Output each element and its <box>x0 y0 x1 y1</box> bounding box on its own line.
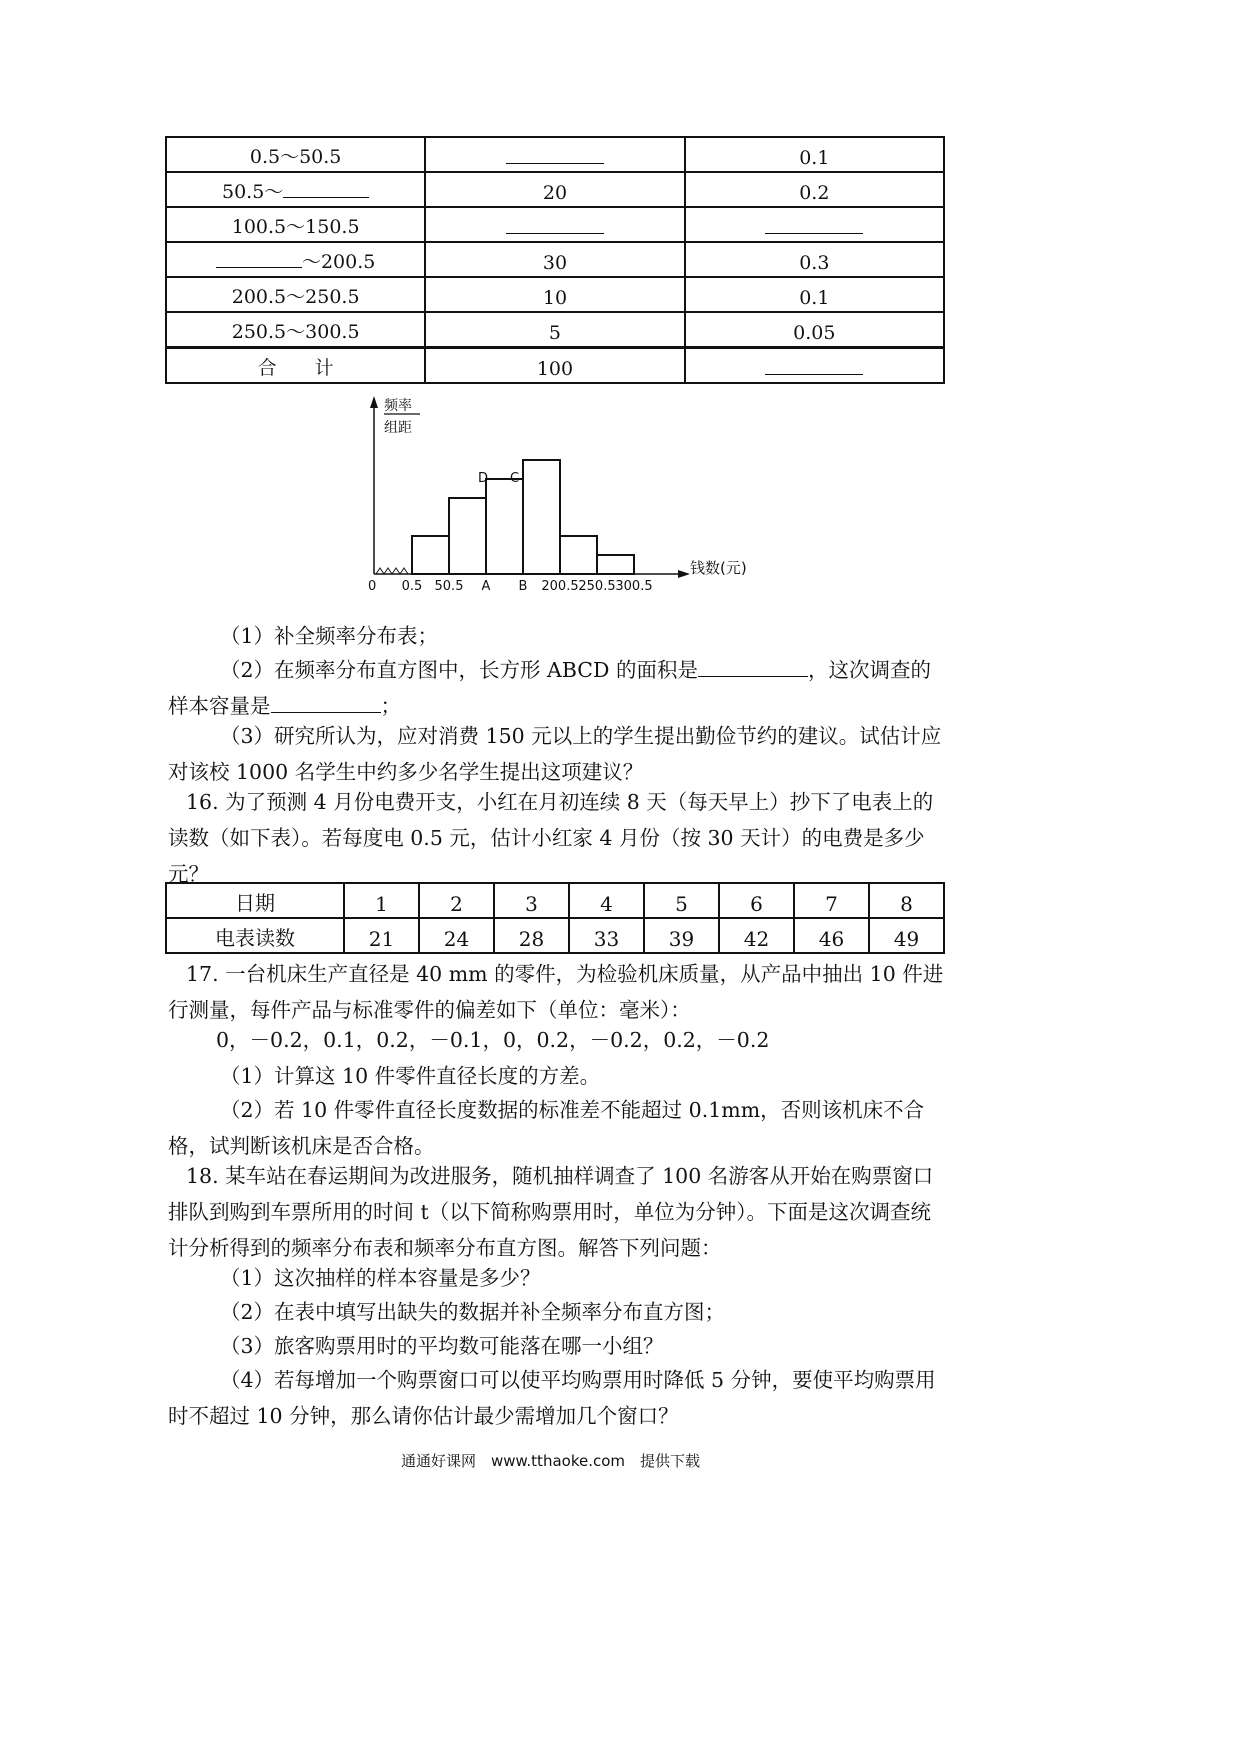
x-tick-label: 50.5 <box>434 579 464 594</box>
table-row <box>166 137 944 172</box>
answer-blank <box>283 181 369 198</box>
date-cell: 3 <box>494 883 569 918</box>
q18-part2: （2）在表中填写出缺失的数据并补全频率分布直方图； <box>220 1300 726 1324</box>
date-cell: 2 <box>419 883 494 918</box>
freq-cell: 0.1 <box>685 137 944 172</box>
q18-part1: （1）这次抽样的样本容量是多少？ <box>220 1266 541 1290</box>
q18-part4: （4）若每增加一个购票窗口可以使平均购票用时降低 5 分钟，要使平均购票用时不超过 10 分钟，那么请你估计最少需增加几个窗口？ <box>168 1368 936 1428</box>
y-axis-arrow-icon <box>370 396 378 408</box>
histogram-bar <box>486 479 523 574</box>
count-cell: 20 <box>425 172 684 207</box>
reading-cell: 28 <box>494 918 569 953</box>
range-cell: 100.5～150.5 <box>166 207 425 242</box>
histogram-bar <box>597 555 634 574</box>
q16-text: 16. 为了预测 4 月份电费开支，小红在月初连续 8 天（每天早上）抄下了电表上的读数（如下表）。若每度电 0.5 元，估计小红家 4 月份（按 30 天计）的电费是多少元？ <box>168 790 934 886</box>
x-tick-label: 200.5 <box>541 579 579 594</box>
answer-blank <box>506 147 604 164</box>
date-cell: 6 <box>719 883 794 918</box>
table-row <box>166 207 944 242</box>
x-tick-label: A <box>481 579 491 594</box>
date-cell: 8 <box>869 883 944 918</box>
x-tick-label: 0.5 <box>401 579 423 594</box>
histogram-bars <box>412 460 634 574</box>
reading-cell: 46 <box>794 918 869 953</box>
range-cell: 250.5～300.5 <box>166 312 425 348</box>
date-cell: 1 <box>344 883 419 918</box>
frequency-histogram <box>360 392 760 602</box>
meter-reading-table <box>165 882 945 954</box>
count-cell: 30 <box>425 242 684 277</box>
answer-blank <box>216 251 302 268</box>
freq-cell: 0.1 <box>685 277 944 312</box>
q15-part2-text-b: ，这次调查的样本容量是 <box>168 658 931 718</box>
row-label-date: 日期 <box>166 883 344 918</box>
origin-label: 0 <box>368 579 377 594</box>
reading-cell: 33 <box>569 918 644 953</box>
count-cell <box>425 207 684 242</box>
total-label: 合 计 <box>166 348 425 384</box>
point-label-c: C <box>510 471 520 486</box>
x-tick-label: 250.5 <box>578 579 616 594</box>
reading-cell: 21 <box>344 918 419 953</box>
freq-cell: 0.05 <box>685 312 944 348</box>
reading-cell: 49 <box>869 918 944 953</box>
q17-text: 17. 一台机床生产直径是 40 mm 的零件，为检验机床质量，从产品中抽出 10 件进行测量，每件产品与标准零件的偏差如下（单位：毫米）： <box>168 962 944 1022</box>
frequency-table <box>165 136 945 384</box>
range-cell <box>166 172 425 207</box>
row-label-reading: 电表读数 <box>166 918 344 953</box>
q15-part2-text-c: ； <box>380 694 401 718</box>
x-axis-label: 钱数(元) <box>690 559 747 577</box>
reading-cell: 42 <box>719 918 794 953</box>
axis-break-zigzag <box>376 568 412 574</box>
reading-cell: 39 <box>644 918 719 953</box>
freq-cell <box>685 207 944 242</box>
reading-cell: 24 <box>419 918 494 953</box>
footer-text: 通通好课网 www.tthaoke.com 提供下载 <box>400 1452 701 1470</box>
answer-blank <box>698 658 808 677</box>
count-cell <box>425 137 684 172</box>
y-axis-label-top: 频率 <box>384 398 412 414</box>
q18-part3: （3）旅客购票用时的平均数可能落在哪一小组？ <box>220 1334 664 1358</box>
table-row <box>166 172 944 207</box>
range-text: 50.5～ <box>221 181 284 203</box>
histogram-bar <box>449 498 486 574</box>
table-row <box>166 277 944 312</box>
answer-blank <box>765 358 863 375</box>
table-row <box>166 242 944 277</box>
table-row <box>166 312 944 348</box>
answer-blank <box>506 217 604 234</box>
q15-part3: （3）研究所认为，应对消费 150 元以上的学生提出勤俭节约的建议。试估计应对该校 1000 名学生中约多少名学生提出这项建议？ <box>168 724 942 784</box>
x-tick-label: B <box>518 579 528 594</box>
answer-blank <box>765 217 863 234</box>
range-cell: 0.5～50.5 <box>166 137 425 172</box>
q15-part2-text-a: （2）在频率分布直方图中，长方形 ABCD 的面积是 <box>220 658 698 682</box>
freq-cell: 0.3 <box>685 242 944 277</box>
q17-data: 0，－0.2，0.1，0.2，－0.1，0，0.2，－0.2，0.2，－0.2 <box>216 1028 770 1052</box>
histogram-bar <box>560 536 597 574</box>
table-total-row <box>166 348 944 384</box>
range-text: ～200.5 <box>301 251 376 273</box>
q15-part1: （1）补全频率分布表； <box>220 624 439 648</box>
count-cell: 5 <box>425 312 684 348</box>
freq-cell: 0.2 <box>685 172 944 207</box>
range-cell: 200.5～250.5 <box>166 277 425 312</box>
date-cell: 5 <box>644 883 719 918</box>
answer-blank <box>271 694 381 713</box>
total-freq <box>685 348 944 384</box>
table-row <box>166 883 944 918</box>
q18-text: 18. 某车站在春运期间为改进服务，随机抽样调查了 100 名游客从开始在购票窗口排队到购到车票所用的时间 t（以下简称购票用时，单位为分钟）。下面是这次调查统计分析得到的频率分布表和频率分布直方图。解答下列问题： <box>168 1164 934 1260</box>
histogram-bar <box>523 460 560 574</box>
date-cell: 4 <box>569 883 644 918</box>
q15-part2 <box>168 652 948 724</box>
y-axis-label-bottom: 组距 <box>384 420 412 436</box>
point-label-d: D <box>478 471 489 486</box>
count-cell: 10 <box>425 277 684 312</box>
q17-part2: （2）若 10 件零件直径长度数据的标准差不能超过 0.1mm，否则该机床不合格，试判断该机床是否合格。 <box>168 1098 925 1158</box>
x-tick-label: 300.5 <box>615 579 653 594</box>
q17-part1: （1）计算这 10 件零件直径长度的方差。 <box>220 1064 601 1088</box>
x-axis-arrow-icon <box>678 570 690 578</box>
table-row <box>166 918 944 953</box>
x-tick-labels <box>402 579 653 594</box>
date-cell: 7 <box>794 883 869 918</box>
histogram-bar <box>412 536 449 574</box>
total-count: 100 <box>425 348 684 384</box>
range-cell <box>166 242 425 277</box>
